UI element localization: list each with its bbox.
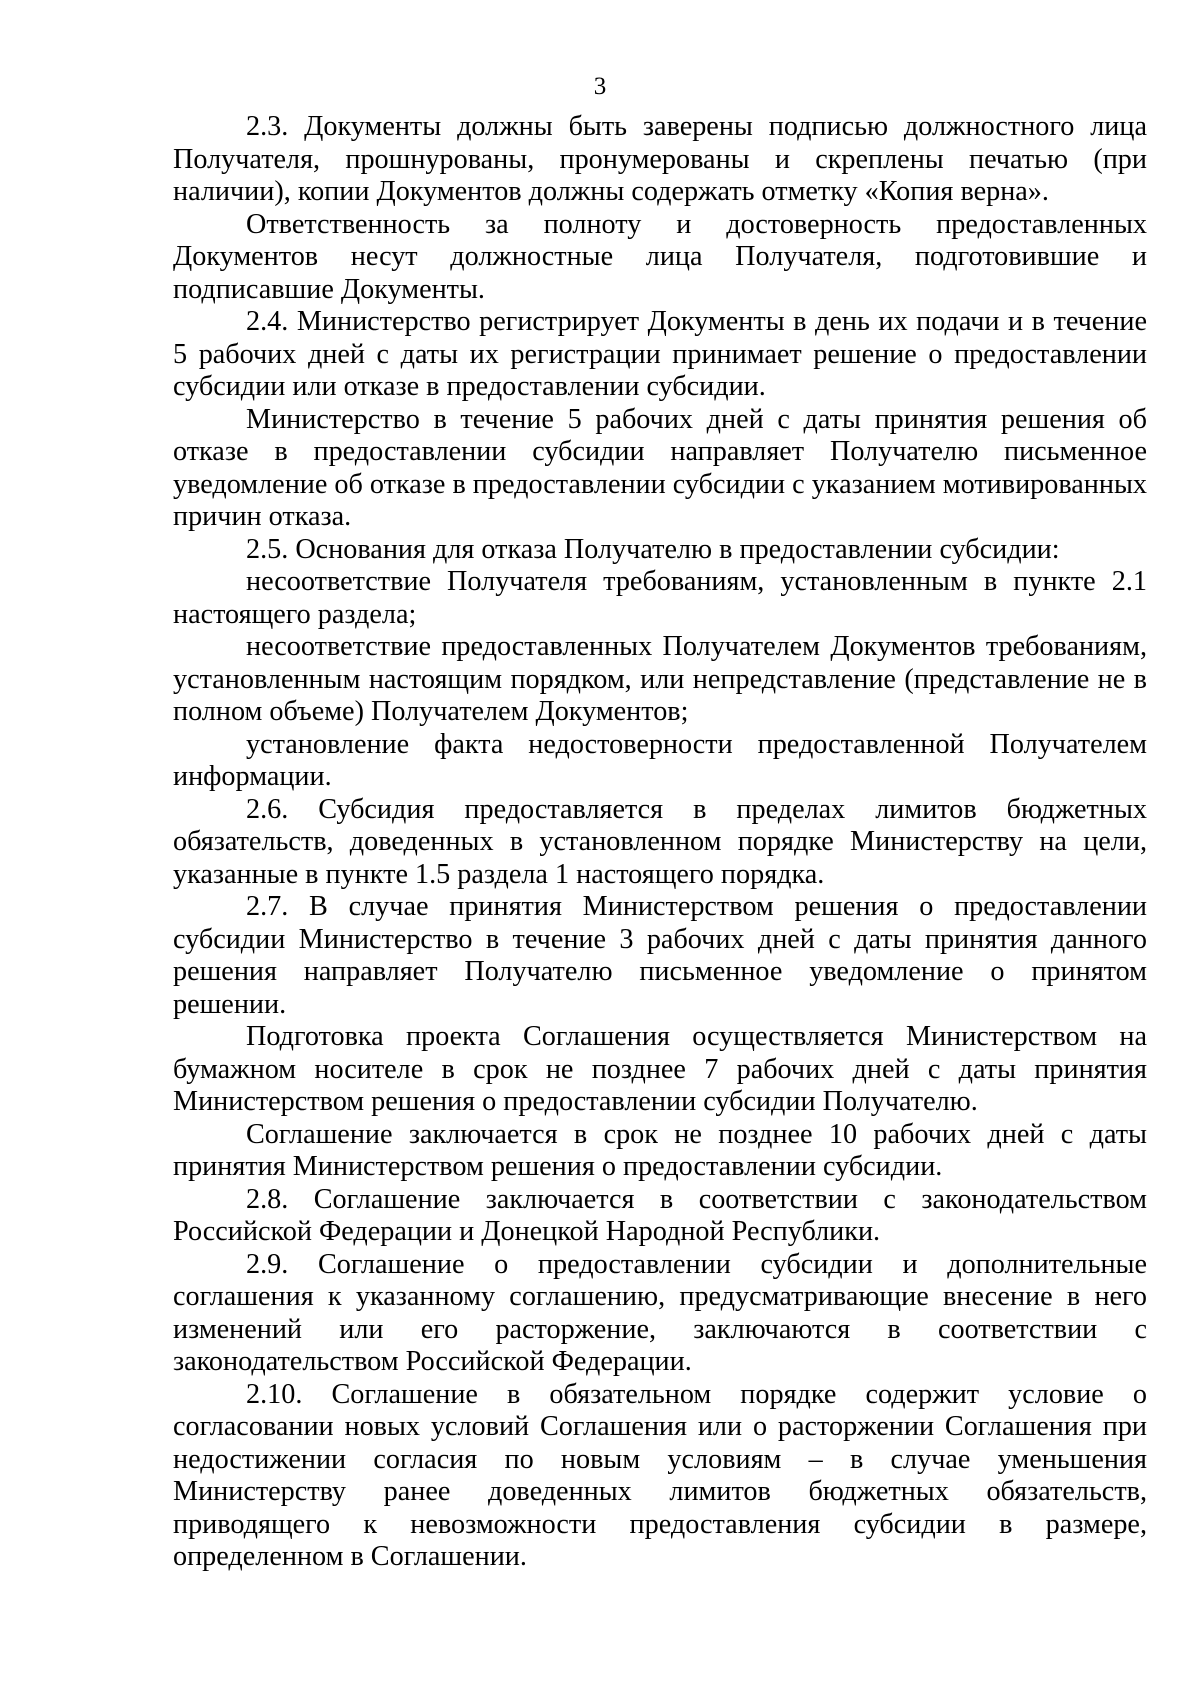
paragraph-2-4: 2.4. Министерство регистрирует Документы в день их подачи и в течение 5 рабочих дней с даты их регистрации принимает решение о предоставлении субсидии или отказе в предоставлении субсидии.	[173, 306, 1147, 402]
paragraph-refusal-reason-1: несоответствие Получателя требованиям, установленным в пункте 2.1 настоящего раздела;	[173, 566, 1147, 630]
paragraph-2-8: 2.8. Соглашение заключается в соответствии с законодательством Российской Федерации и Донецкой Народной Республики.	[173, 1183, 1147, 1247]
paragraph-responsibility: Ответственность за полноту и достоверность предоставленных Документов несут должностные лица Получателя, подготовившие и подписавшие Документы.	[173, 208, 1147, 305]
paragraph-agreement-term: Соглашение заключается в срок не позднее 10 рабочих дней с даты принятия Министерством решения о предоставлении субсидии.	[173, 1118, 1147, 1182]
paragraph-2-3: 2.3. Документы должны быть заверены подписью должностного лица Получателя, прошнурованы, пронумерованы и скреплены печатью (при наличии), копии Документов должны содержать отметку «Копия верна».	[173, 111, 1147, 207]
paragraph-2-9: 2.9. Соглашение о предоставлении субсидии и дополнительные соглашения к указанному соглашению, предусматривающие внесение в него изменений или его расторжение, заключаются в соответствии с законодательством Российской Федерации.	[173, 1248, 1147, 1377]
paragraph-refusal-reason-2: несоответствие предоставленных Получателем Документов требованиям, установленным настоящим порядком, или непредставление (представление не в полном объеме) Получателем Документов;	[173, 631, 1147, 727]
paragraph-agreement-preparation: Подготовка проекта Соглашения осуществляется Министерством на бумажном носителе в срок не позднее 7 рабочих дней с даты принятия Министерством решения о предоставлении субсидии Получателю.	[173, 1021, 1147, 1117]
page-number: 3	[593, 73, 607, 100]
paragraph-2-6: 2.6. Субсидия предоставляется в пределах лимитов бюджетных обязательств, доведенных в установленном порядке Министерству на цели, указанные в пункте 1.5 раздела 1 настоящего порядка.	[173, 793, 1147, 890]
paragraph-refusal-reason-3: установление факта недостоверности предоставленной Получателем информации.	[173, 728, 1147, 792]
document-body	[173, 111, 1147, 1574]
paragraph-2-7: 2.7. В случае принятия Министерством решения о предоставлении субсидии Министерство в течение 3 рабочих дней с даты принятия данного решения направляет Получателю письменное уведомление о принятом решении.	[173, 891, 1147, 1020]
paragraph-2-10: 2.10. Соглашение в обязательном порядке содержит условие о согласовании новых условий Соглашения или о расторжении Соглашения при недостижении согласия по новым условиям – в случае уменьшения Министерству ранее доведенных лимитов бюджетных обязательств, приводящего к невозможности предоставления субсидии в размере, определенном в Соглашении.	[173, 1378, 1147, 1572]
paragraph-refusal-notice: Министерство в течение 5 рабочих дней с даты принятия решения об отказе в предоставлении субсидии направляет Получателю письменное уведомление об отказе в предоставлении субсидии с указанием мотивированных причин отказа.	[173, 403, 1147, 532]
paragraph-2-5: 2.5. Основания для отказа Получателю в предоставлении субсидии:	[246, 533, 1060, 565]
